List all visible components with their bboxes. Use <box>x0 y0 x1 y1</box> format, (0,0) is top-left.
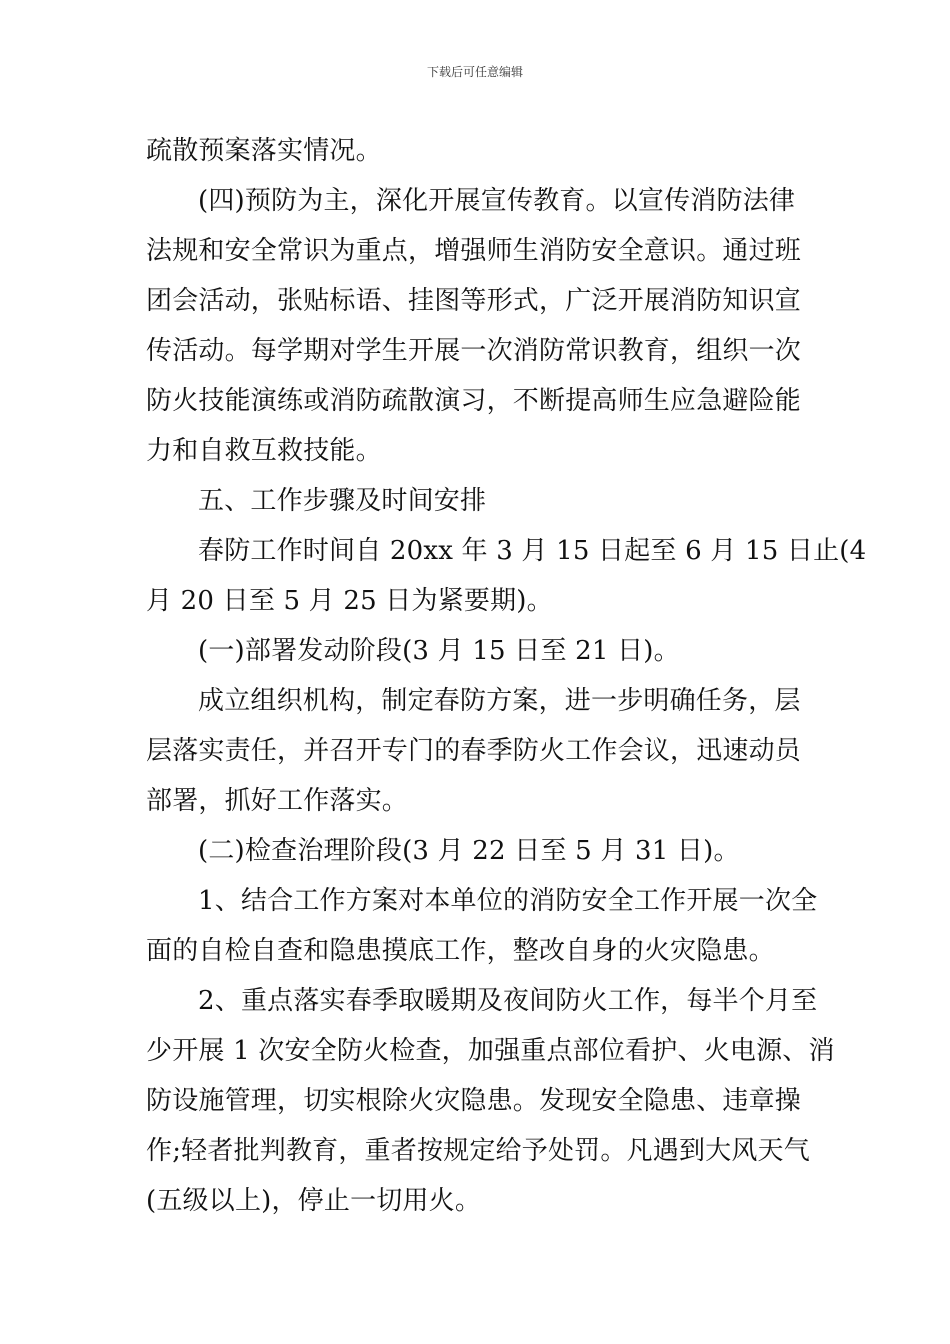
text-line: 法规和安全常识为重点，增强师生消防安全意识。通过班 <box>146 236 802 266</box>
text-line: 防设施管理，切实根除火灾隐患。发现安全隐患、违章操 <box>146 1086 802 1116</box>
text-line: (五级以上)，停止一切用火。 <box>146 1186 482 1216</box>
body-text <box>146 126 867 1226</box>
text-line: 2、重点落实春季取暖期及夜间防火工作，每半个月至 <box>198 986 818 1016</box>
text-line: 1、结合工作方案对本单位的消防安全工作开展一次全 <box>198 886 818 916</box>
text-line: 春防工作时间自 20xx 年 3 月 15 日起至 6 月 15 日止(4 <box>198 536 867 566</box>
text-line: 疏散预案落实情况。 <box>146 136 382 166</box>
text-line: (一)部署发动阶段(3 月 15 日至 21 日)。 <box>198 636 680 666</box>
text-line: 力和自救互救技能。 <box>146 436 382 466</box>
text-line: 面的自检自查和隐患摸底工作，整改自身的火灾隐患。 <box>146 936 775 966</box>
text-line: 层落实责任，并召开专门的春季防火工作会议，迅速动员 <box>146 736 802 766</box>
text-line: 部署，抓好工作落实。 <box>146 786 409 816</box>
text-line: (二)检查治理阶段(3 月 22 日至 5 月 31 日)。 <box>198 836 740 866</box>
text-line: (四)预防为主，深化开展宣传教育。以宣传消防法律 <box>198 186 796 216</box>
text-line: 五、工作步骤及时间安排 <box>198 486 487 516</box>
text-line: 传活动。每学期对学生开展一次消防常识教育，组织一次 <box>146 336 802 366</box>
text-line: 成立组织机构，制定春防方案，进一步明确任务，层 <box>198 686 801 716</box>
page-header: 下载后可任意编辑 <box>426 65 523 79</box>
text-line: 月 20 日至 5 月 25 日为紧要期)。 <box>146 586 553 616</box>
text-line: 少开展 1 次安全防火检查，加强重点部位看护、火电源、消 <box>146 1036 835 1066</box>
text-line: 团会活动，张贴标语、挂图等形式，广泛开展消防知识宣 <box>146 286 802 316</box>
text-line: 防火技能演练或消防疏散演习，不断提高师生应急避险能 <box>146 386 802 416</box>
text-line: 作;轻者批判教育，重者按规定给予处罚。凡遇到大风天气 <box>146 1136 810 1166</box>
